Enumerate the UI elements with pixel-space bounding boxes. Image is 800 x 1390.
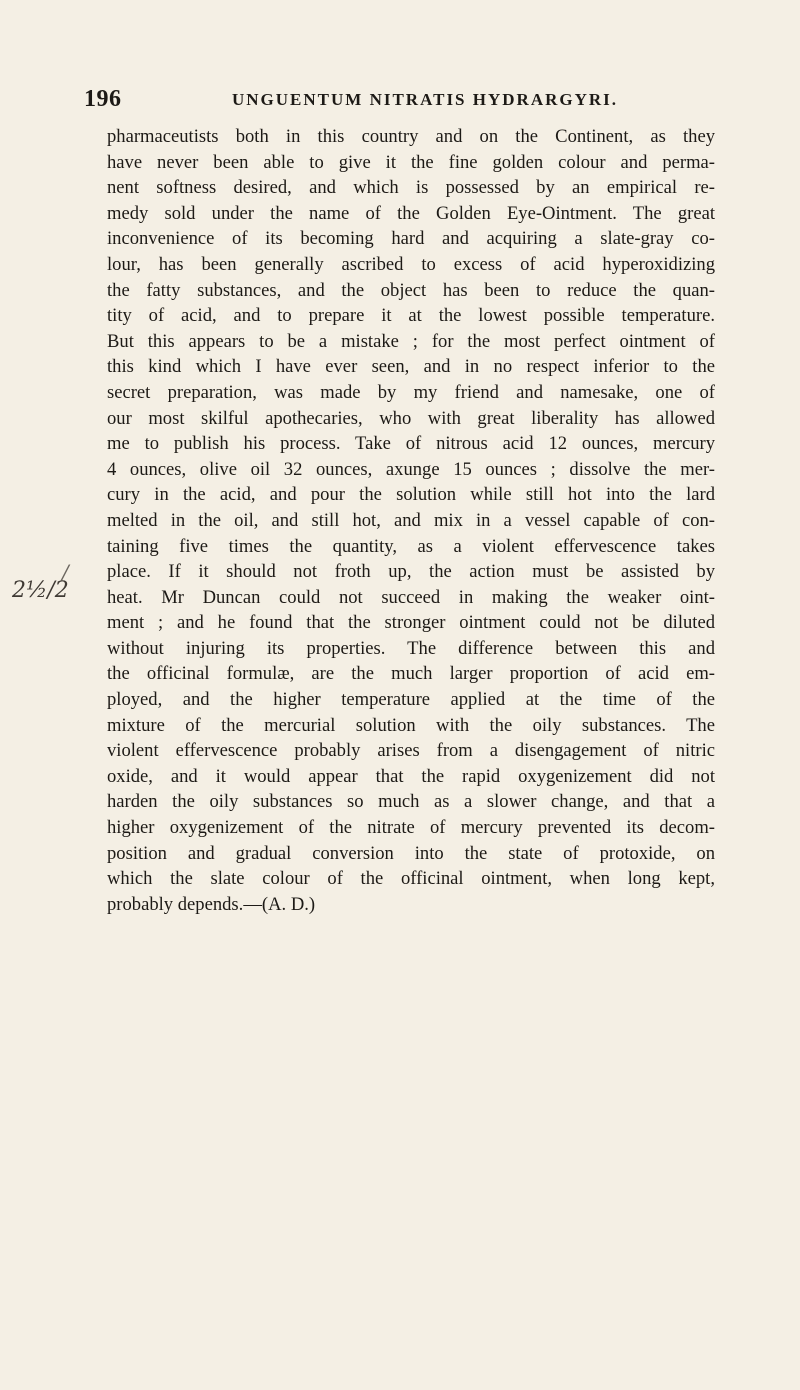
- text-line: oxide, and it would appear that the rapid oxygenizement did not: [107, 765, 715, 787]
- text-line: But this appears to be a mistake ; for the most perfect ointment of: [107, 330, 715, 352]
- text-line: me to publish his process. Take of nitrous acid 12 ounces, mercury: [107, 433, 715, 455]
- text-line: the officinal formulæ, are the much larger proportion of acid em-: [107, 663, 715, 685]
- page-header: [84, 86, 724, 116]
- text-line: position and gradual conversion into the state of protoxide, on: [107, 842, 715, 864]
- body-paragraph: [107, 124, 715, 917]
- text-line: mixture of the mercurial solution with the oily substances. The: [107, 714, 715, 736]
- text-line: harden the oily substances so much as a slower change, and that a: [107, 791, 715, 813]
- text-line: lour, has been generally ascribed to excess of acid hyperoxidizing: [107, 253, 715, 275]
- text-line: secret preparation, was made by my friend and namesake, one of: [107, 381, 715, 403]
- text-line: pharmaceutists both in this country and on the Continent, as they: [107, 126, 715, 147]
- text-line: which the slate colour of the officinal ointment, when long kept,: [107, 868, 715, 890]
- text-line: the fatty substances, and the object has been to reduce the quan-: [107, 279, 715, 301]
- text-line: ment ; and he found that the stronger ointment could not be diluted: [107, 612, 715, 634]
- text-line: medy sold under the name of the Golden Eye-Ointment. The great: [107, 202, 715, 224]
- text-line: ployed, and the higher temperature applied at the time of the: [107, 689, 715, 711]
- text-line: have never been able to give it the fine golden colour and perma-: [107, 151, 715, 173]
- text-line: cury in the acid, and pour the solution while still hot into the lard: [107, 484, 715, 506]
- margin-note-slash: /: [62, 560, 69, 584]
- text-line: our most skilful apothecaries, who with great liberality has allowed: [107, 407, 715, 429]
- handwritten-margin-note: [12, 560, 88, 610]
- text-line: probably depends.—(A. D.): [107, 893, 316, 915]
- text-line: tity of acid, and to prepare it at the lowest possible temperature.: [107, 305, 715, 327]
- text-line: this kind which I have ever seen, and in no respect inferior to the: [107, 356, 715, 378]
- text-line: heat. Mr Duncan could not succeed in making the weaker oint-: [107, 586, 715, 608]
- page-number: 196: [84, 86, 122, 112]
- text-line: melted in the oil, and still hot, and mix in a vessel capable of con-: [107, 509, 715, 531]
- text-line: 4 ounces, olive oil 32 ounces, axunge 15 ounces ; dissolve the mer-: [107, 458, 715, 480]
- text-line: violent effervescence probably arises from a disengagement of nitric: [107, 740, 715, 762]
- text-line: taining five times the quantity, as a violent effervescence takes: [107, 535, 715, 557]
- text-line: higher oxygenizement of the nitrate of mercury prevented its decom-: [107, 817, 715, 839]
- text-line: inconvenience of its becoming hard and acquiring a slate-gray co-: [107, 228, 715, 250]
- text-line: nent softness desired, and which is possessed by an empirical re-: [107, 177, 715, 199]
- text-line: place. If it should not froth up, the action must be assisted by: [107, 561, 715, 583]
- running-head: UNGUENTUM NITRATIS HYDRARGYRI.: [232, 90, 619, 109]
- margin-note-mark: 2½/2: [12, 578, 69, 603]
- text-line: without injuring its properties. The difference between this and: [107, 637, 715, 659]
